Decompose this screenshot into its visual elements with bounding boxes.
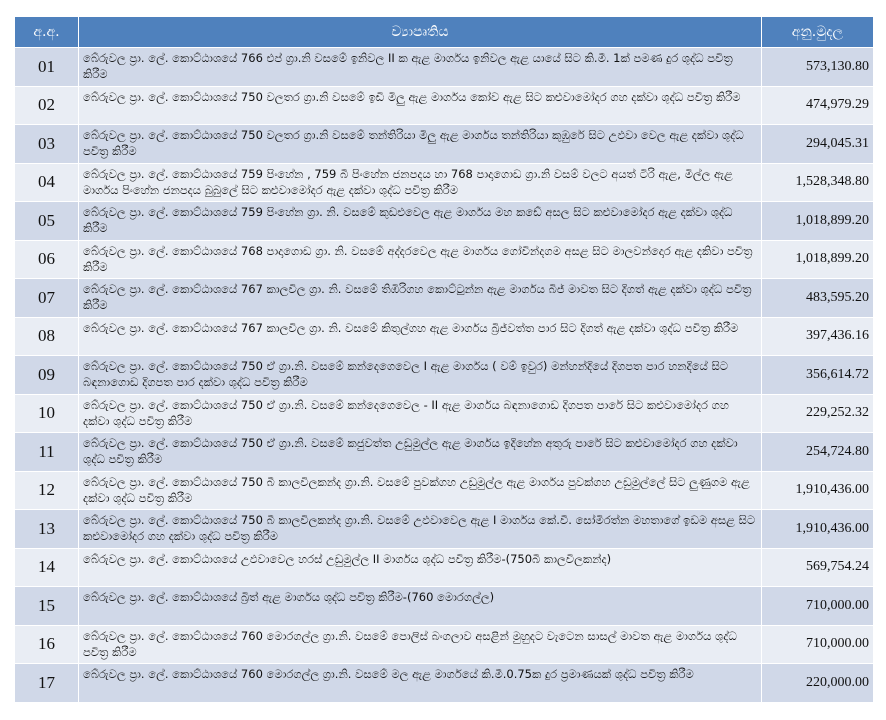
amount-cell: 356,614.72 (762, 356, 874, 395)
table-row (15, 664, 874, 703)
serial-no-cell: 14 (15, 548, 79, 587)
table-row (15, 625, 874, 664)
header-amount: අනු.මුදල (762, 17, 874, 48)
amount-cell: 569,754.24 (762, 548, 874, 587)
serial-no-cell: 09 (15, 356, 79, 395)
amount-cell: 254,724.80 (762, 433, 874, 472)
project-description-cell: බේරුවල ප්‍රා. ලේ. කොට්ඨාශයේ 750 ඒ ග්‍රා.නි. වසමේ කන්දෙගෙවෙල I ඇළ මාර්ගය ( වම් ඉවුර) මන්හන්දියේ දිගපත පාර හනදියේ සිට බඳනාගොඩ දිගපත පාර දක්වා ශුද්ධ පවිත්‍ර කිරීම (79, 356, 762, 395)
serial-no-cell: 02 (15, 86, 79, 125)
table-row (15, 471, 874, 510)
amount-cell: 710,000.00 (762, 625, 874, 664)
project-description-cell: බේරුවල ප්‍රා. ලේ. කොට්ඨාශයේ 750 ඒ ග්‍රා.නි. වසමේ කජුවත්ත උඩුමුල්ල ඇළ මාර්ගය ඉදිහේන අතුරු පාරේ සිට කළුවාමෝදර ගහ දක්වා ශුද්ධ පවිත්‍ර කිරීම (79, 433, 762, 472)
serial-no-cell: 04 (15, 163, 79, 202)
amount-cell: 220,000.00 (762, 664, 874, 703)
table-body (15, 48, 874, 703)
project-description-cell: බේරුවල ප්‍රා. ලේ. කොට්ඨාශයේ 759 පිංහේන ග්‍රා. නි. වසමේ කුඩඑවෙල ඇළ මාර්ගය මහ කඩේ අසල සිට කළුවාමෝදර ඇළ දක්වා ශුද්ධ කිරීම (79, 202, 762, 241)
amount-cell: 229,252.32 (762, 394, 874, 433)
project-description-cell: බේරුවල ප්‍රා. ලේ. කොට්ඨාශයේ 750 බී කාලවිලකන්ද ග්‍රා.නි. වසමේ පුවක්ගහ උඩුමුල්ල ඇළ මාර්ගය පුවක්ගහ උඩුමුල්ලේ සිට ලුණුගම ඇළ දක්වා ශුද්ධ පවිත්‍ර කිරීම (79, 471, 762, 510)
table-row (15, 587, 874, 626)
header-serial-no: අ.අ. (15, 17, 79, 48)
table-row (15, 433, 874, 472)
project-description-cell: බේරුවල ප්‍රා. ලේ. කොට්ඨාශයේ 766 එප් ග්‍රා.නි වසමේ ඉනිවල II ක ඇළ මාර්ගය ඉනිවල ඇළ යායේ සිට කි.මී. 1ක් පමණ දුර ශුද්ධ පවිත්‍ර කිරීම (79, 48, 762, 87)
project-description-cell: බේරුවල ප්‍රා. ලේ. කොට්ඨාශයේ 750 වලතර ග්‍රා.නි වසමේ ඉඩි මිලු ඇළ මාර්ගය කෝව ඇළ සිට කළුවාමෝදර ගහ දක්වා ශුද්ධ පවිත්‍ර කිරීම (79, 86, 762, 125)
table-row (15, 125, 874, 164)
amount-cell: 1,018,899.20 (762, 240, 874, 279)
table-row (15, 279, 874, 318)
serial-no-cell: 05 (15, 202, 79, 241)
serial-no-cell: 11 (15, 433, 79, 472)
amount-cell: 294,045.31 (762, 125, 874, 164)
project-description-cell: බේරුවල ප්‍රා. ලේ. කොට්ඨාශයේ 750 බී කාලවිලකන්ද ග්‍රා.නි. වසමේ උඵවාවෙල ඇළ I මාර්ගය කේ.වී. සෝමිරත්න මහතාගේ ඉඩම අසළ සිට කළුවාමෝදර ගහ දක්වා ශුද්ධ පවිත්‍ර කිරීම (79, 510, 762, 549)
amount-cell: 1,910,436.00 (762, 471, 874, 510)
serial-no-cell: 13 (15, 510, 79, 549)
project-description-cell: බේරුවල ප්‍රා. ලේ. කොට්ඨාශයේ 767 කාලවිල ග්‍රා. නි. වසමේ කිතුල්ගහ ඇළ මාර්ගය බ්‍රිජ්වත්ත පාර සිට දිගත් ඇළ දක්වා ශුද්ධ පවිත්‍ර කිරීම (79, 317, 762, 356)
amount-cell: 483,595.20 (762, 279, 874, 318)
project-description-cell: බේරුවල ප්‍රා. ලේ. කොට්ඨාශයේ 767 කාලවිල ග්‍රා. නි. වසමේ තිඹිරිගහ කොට්ටුන්න ඇළ මාර්ගය බිජ් මාවත සිට දිගත් ඇළ දක්වා ශුද්ධ පවිත්‍ර කිරීම (79, 279, 762, 318)
header-project: ව්‍යාපෘතිය (79, 17, 762, 48)
project-description-cell: බේරුවල ප්‍රා. ලේ. කොට්ඨාශයේ 750 වලතර ග්‍රා.නි වසමේ තන්තිරියා මිලු ඇළ මාර්ගය තන්තිරියා කුඹුරේ සිට උඵවා වෙල ඇළ දක්වා ශුද්ධ පවිත්‍ර කිරීම (79, 125, 762, 164)
serial-no-cell: 17 (15, 664, 79, 703)
serial-no-cell: 07 (15, 279, 79, 318)
amount-cell: 710,000.00 (762, 587, 874, 626)
amount-cell: 1,018,899.20 (762, 202, 874, 241)
serial-no-cell: 12 (15, 471, 79, 510)
serial-no-cell: 01 (15, 48, 79, 87)
serial-no-cell: 06 (15, 240, 79, 279)
serial-no-cell: 16 (15, 625, 79, 664)
table-row (15, 163, 874, 202)
table-row (15, 48, 874, 87)
table-row (15, 202, 874, 241)
table-row (15, 394, 874, 433)
amount-cell: 474,979.29 (762, 86, 874, 125)
table-row (15, 240, 874, 279)
project-description-cell: බේරුවල ප්‍රා. ලේ. කොට්ඨාශයේ 759 පිංහේන , 759 බී පිංහේන ජනපදය හා 768 පාදාගොඩ ග්‍රා.නි වසම් වලට අයත් ටිරි ඇළ, මිල්ල ඇළ මාර්ගය පිංහේන ජනපදය බුබුලේ සිට කළුවාමෝදර ඇළ දක්වා ශුද්ධ පවිත්‍ර කිරීම (79, 163, 762, 202)
amount-cell: 397,436.16 (762, 317, 874, 356)
project-description-cell: බේරුවල ප්‍රා. ලේ. කොට්ඨාශයේ 768 පාදාගොඩ ග්‍රා. නි. වසමේ අද්දරවෙල ඇළ මාර්ගය ගෝවින්දගම අසළ සිට මාලවන්දොර ඇළ දකිවා පවිත්‍ර කිරීම (79, 240, 762, 279)
table-header-row (15, 17, 874, 48)
project-description-cell: බේරුවල ප්‍රා. ලේ. කොට්ඨාශයේ 760 මොරගල්ල ග්‍රා.නි. වසමේ පොලිස් බංගලාව අසළින් මුහුදට වැටෙන සාසල් මාවත ඇළ මාර්ගය ශුද්ධ පවිත්‍ර කිරීම (79, 625, 762, 664)
table-row (15, 317, 874, 356)
project-description-cell: බේරුවල ප්‍රා. ලේ. කොට්ඨාශයේ 750 ඒ ග්‍රා.නි. වසමේ කන්දෙගෙවෙල - II ඇළ මාර්ගය බඳනාගොඩ දිගපත පාරේ සිට කළුවාමෝදර ගහ දක්වා ශුද්ධ පවිත්‍ර කිරීම (79, 394, 762, 433)
serial-no-cell: 15 (15, 587, 79, 626)
serial-no-cell: 10 (15, 394, 79, 433)
table-row (15, 86, 874, 125)
table-row (15, 356, 874, 395)
amount-cell: 1,910,436.00 (762, 510, 874, 549)
project-description-cell: බේරුවල ප්‍රා. ලේ. කොට්ඨාශයේ 760 මොරගල්ල ග්‍රා.නි. වසමේ මල ඇළ මාර්ගයේ කි.මී.0.75ක දුර ප්‍රමාණයක් ශුද්ධ පවිත්‍ර කිරීම (79, 664, 762, 703)
serial-no-cell: 03 (15, 125, 79, 164)
table-row (15, 548, 874, 587)
amount-cell: 1,528,348.80 (762, 163, 874, 202)
table-row (15, 510, 874, 549)
projects-table (14, 16, 874, 703)
amount-cell: 573,130.80 (762, 48, 874, 87)
serial-no-cell: 08 (15, 317, 79, 356)
project-description-cell: බේරුවල ප්‍රා. ලේ. කොට්ඨාශයේ බ්‍රිත් ඇළ මාර්ගය ශුද්ධ පවිත්‍ර කිරීම-(760 මොරගල්ල) (79, 587, 762, 626)
project-description-cell: බේරුවල ප්‍රා. ලේ. කොට්ඨාශයේ උඵවාවෙල හරස් උඩුමුල්ල II මාර්ගය ශුද්ධ පවිත්‍ර කිරීම-(750බී කාලවිලකන්ද) (79, 548, 762, 587)
